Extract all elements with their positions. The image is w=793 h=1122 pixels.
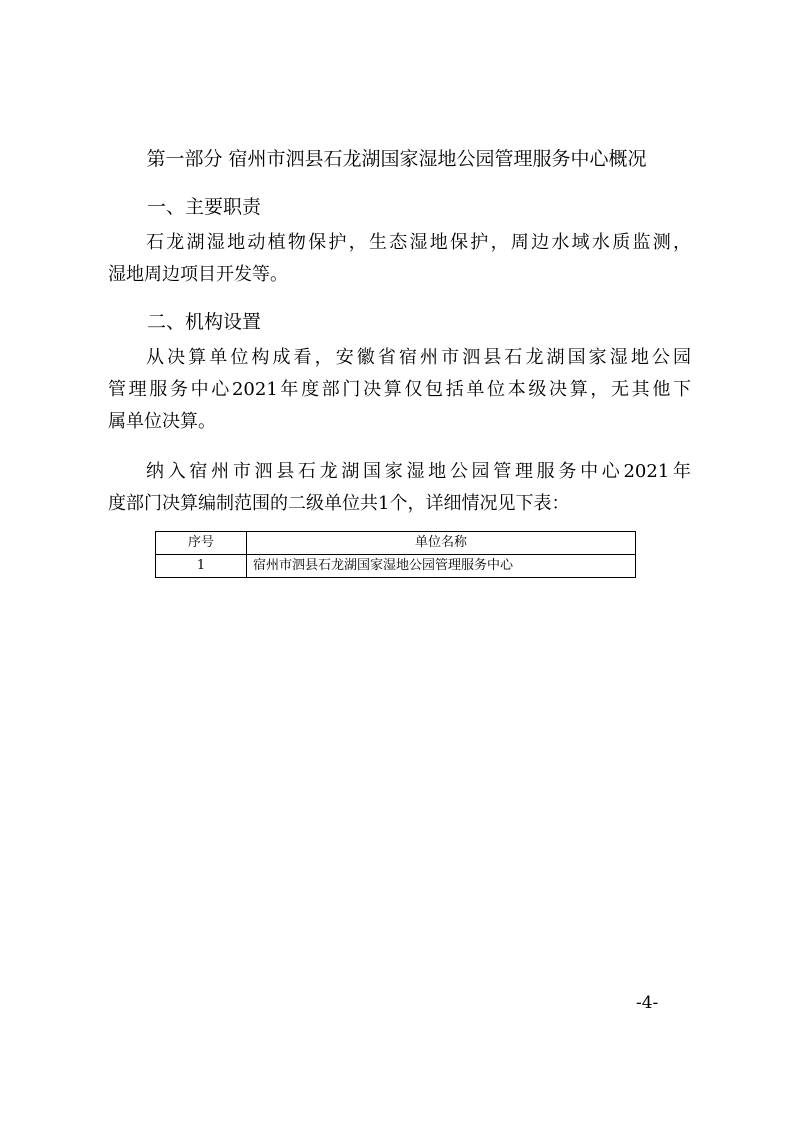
paragraph-line: 纳入宿州市泗县石龙湖国家湿地公园管理服务中心2021年 [146,461,691,482]
page-number: -4- [636,993,659,1013]
paragraph-line: 石龙湖湿地动植物保护，生态湿地保护，周边水域水质监测， [146,232,691,253]
organization-paragraph-1 [108,342,691,438]
paragraph-line: 湿地周边项目开发等。 [108,264,288,285]
cell-unit-name: 宿州市泗县石龙湖国家湿地公园管理服务中心 [247,555,636,578]
column-header-unit-name: 单位名称 [247,532,636,555]
unit-table [155,531,636,578]
column-header-no: 序号 [156,532,247,555]
paragraph-line: 管理服务中心2021年度部门决算仅包括单位本级决算，无其他下 [108,379,691,400]
paragraph-line: 从决算单位构成看，安徽省宿州市泗县石龙湖国家湿地公园 [146,347,691,368]
paragraph-line: 度部门决算编制范围的二级单位共1个，详细情况见下表： [108,493,570,514]
organization-paragraph-2 [108,456,691,520]
main-duties-paragraph [108,227,691,291]
cell-no: 1 [156,555,247,578]
section-heading-main-duties: 一、主要职责 [147,196,262,218]
table-header-row [156,532,636,555]
table-row [156,555,636,578]
section-heading-organization: 二、机构设置 [147,311,262,333]
part-title: 第一部分 宿州市泗县石龙湖国家湿地公园管理服务中心概况 [146,148,647,170]
paragraph-line: 属单位决算。 [108,411,216,432]
